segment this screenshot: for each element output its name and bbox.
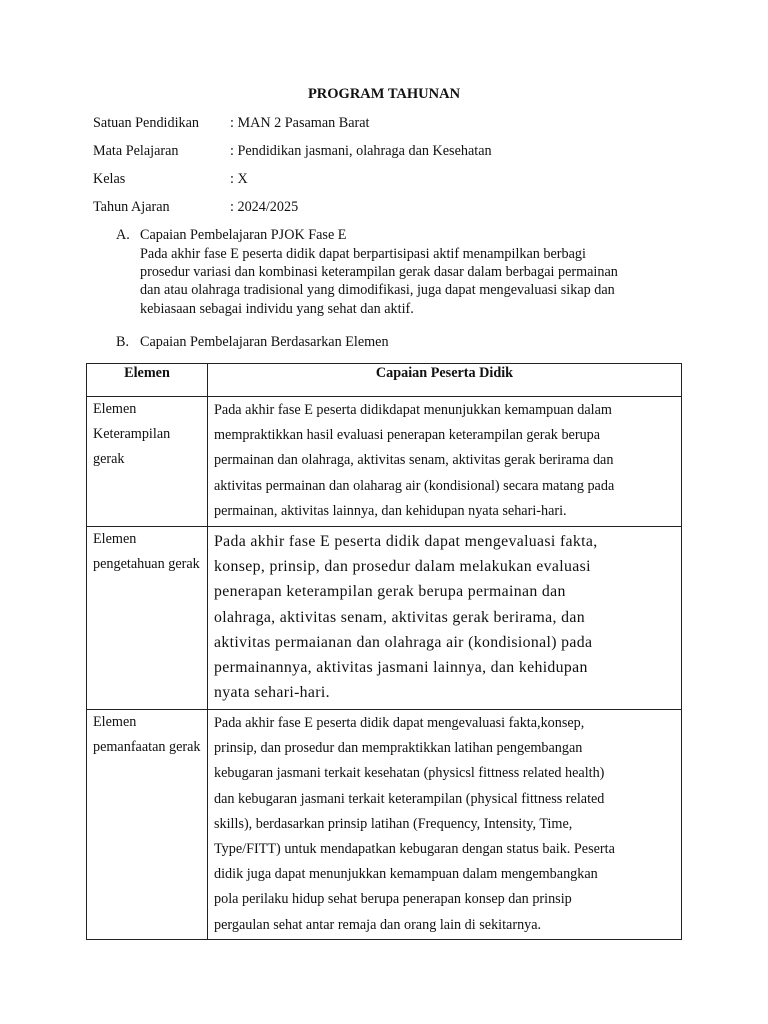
element-cell [87,710,208,940]
description-line: prinsip, dan prosedur dan mempraktikkan latihan pengembangan [214,740,583,757]
section-b-heading: Capaian Pembelajaran Berdasarkan Elemen [140,334,389,350]
description-line: pola perilaku hidup sehat berupa penerapan konsep dan prinsip [214,891,572,908]
paragraph-line: prosedur variasi dan kombinasi keterampilan gerak dasar dalam berbagai permainan [140,264,618,281]
section-a-marker: A. [116,227,130,243]
description-line: kebugaran jasmani terkait kesehatan (physicsl fittness related health) [214,765,605,782]
description-line: penerapan keterampilan gerak berupa permainan dan [214,583,566,601]
description-line: nyata sehari-hari. [214,684,330,702]
description-line: permainannya, aktivitas jasmani lainnya, dan kehidupan [214,659,588,677]
meta-label: Tahun Ajaran [93,199,170,215]
section-a-paragraph [140,245,675,318]
description-line: Pada akhir fase E peserta didik dapat mengevaluasi fakta, [214,533,598,550]
meta-value: : MAN 2 Pasaman Barat [230,115,370,131]
document-title: PROGRAM TAHUNAN [307,86,461,102]
description-line: skills), berdasarkan prinsip latihan (Frequency, Intensity, Time, [214,815,573,832]
paragraph-line: Pada akhir fase E peserta didik dapat berpartisipasi aktif menampilkan berbagi [140,246,586,262]
description-line: Pada akhir fase E peserta didikdapat menunjukkan kemampuan dalam [214,402,612,418]
description-line: olahraga, aktivitas senam, aktivitas gerak berirama, dan [214,608,585,626]
element-line: Keterampilan [93,426,171,442]
element-cell [87,397,208,527]
description-line: Type/FITT) untuk mendapatkan kebugaran dengan status baik. Peserta [214,841,615,858]
table-row [87,527,682,710]
description-cell [208,527,682,710]
element-line: pemanfaatan gerak [93,739,201,755]
description-line: aktivitas permainan dan olaharag air (kondisional) secara matang pada [214,477,615,494]
table-row [87,710,682,940]
header-elemen: Elemen [87,364,208,397]
header-capaian: Capaian Peserta Didik [208,364,682,397]
element-line: Elemen [93,401,137,417]
table-row [87,397,682,527]
element-line: Elemen [93,714,137,730]
description-line: didik juga dapat menunjukkan kemampuan dalam mengembangkan [214,866,598,883]
meta-value: : Pendidikan jasmani, olahraga dan Kesehatan [230,143,492,159]
description-line: Pada akhir fase E peserta didik dapat mengevaluasi fakta,konsep, [214,715,585,731]
meta-value: : X [230,171,248,187]
element-cell [87,527,208,710]
section-b-marker: B. [116,334,130,350]
table-header-row [87,364,682,397]
description-cell [208,397,682,527]
meta-label: Kelas [93,171,126,187]
element-line: pengetahuan gerak [93,556,200,572]
paragraph-line: dan atau olahraga tradisional yang dimodifikasi, juga dapat mengevaluasi sikap dan [140,282,615,299]
meta-label: Mata Pelajaran [93,143,179,159]
meta-label: Satuan Pendidikan [93,115,199,131]
description-line: pergaulan sehat antar remaja dan orang lain di sekitarnya. [214,916,542,933]
description-line: permainan, aktivitas lainnya, dan kehidupan nyata sehari-hari. [214,502,567,519]
description-line: permainan dan olahraga, aktivitas senam, aktivitas gerak berirama dan [214,452,614,469]
description-line: konsep, prinsip, dan prosedur dalam melakukan evaluasi [214,558,591,576]
meta-value: : 2024/2025 [230,199,299,215]
element-line: Elemen [93,531,137,547]
description-line: dan kebugaran jasmani terkait keterampilan (physical fittness related [214,790,605,807]
paragraph-line: kebiasaan sebagai individu yang sehat dan aktif. [140,300,414,317]
capaian-table [86,363,682,940]
description-cell [208,710,682,940]
element-line: gerak [93,451,125,467]
section-a-heading: Capaian Pembelajaran PJOK Fase E [140,227,347,243]
description-line: mempraktikkan hasil evaluasi penerapan keterampilan gerak berupa [214,427,601,444]
description-line: aktivitas permaianan dan olahraga air (kondisional) pada [214,633,593,651]
